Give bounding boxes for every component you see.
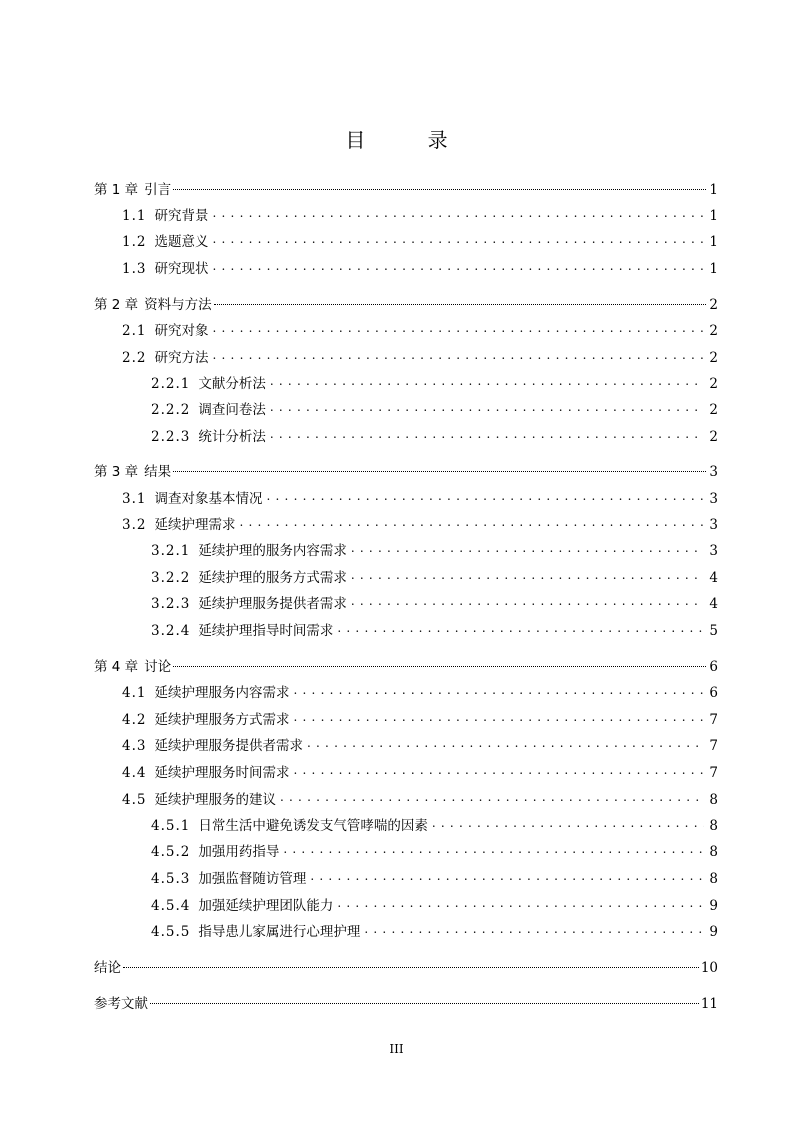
- toc-entry-label: 延续护理服务提供者需求: [154, 738, 303, 754]
- dot-leader: [337, 622, 704, 634]
- toc-subsection-entry[interactable]: [151, 895, 718, 917]
- toc-entry-label: 延续护理的服务方式需求: [198, 570, 347, 586]
- toc-entry-number: 4.5.1: [151, 818, 191, 834]
- toc-entry-page: 2: [709, 376, 718, 392]
- toc-section-entry[interactable]: [122, 231, 718, 253]
- toc-subsection-entry[interactable]: [151, 815, 718, 837]
- toc-entry-page: 4: [709, 596, 718, 612]
- dot-leader: [239, 516, 704, 528]
- dot-leader: [214, 304, 706, 305]
- toc-entry-label: 日常生活中避免诱发支气管哮喘的因素: [198, 818, 428, 834]
- dot-leader: [173, 666, 706, 667]
- toc-section-entry[interactable]: [122, 682, 718, 704]
- toc-chapter-entry[interactable]: [94, 294, 718, 316]
- toc-entry-label: 引言: [144, 182, 172, 198]
- toc-entry-page: 9: [709, 898, 718, 914]
- dot-leader: [293, 764, 704, 776]
- toc-entry-page: 5: [709, 623, 718, 639]
- toc-subsection-entry[interactable]: [151, 620, 718, 642]
- dot-leader: [351, 595, 704, 607]
- dot-leader: [123, 967, 699, 968]
- toc-section-entry[interactable]: [122, 258, 718, 280]
- toc-subsection-entry[interactable]: [151, 868, 718, 890]
- toc-entry-label: 讨论: [144, 659, 172, 675]
- toc-entry-page: 7: [709, 712, 718, 728]
- dot-leader: [212, 322, 704, 334]
- toc-section-entry[interactable]: [122, 488, 718, 510]
- toc-entry-label: 研究现状: [154, 261, 209, 277]
- toc-entry-label: 参考文献: [94, 996, 148, 1012]
- toc-entry-number: 4.3: [122, 738, 147, 754]
- dot-leader: [266, 490, 704, 502]
- toc-section-entry[interactable]: [122, 789, 718, 811]
- toc-entry-number: 4.2: [122, 712, 147, 728]
- dot-leader: [337, 897, 704, 909]
- toc-entry-page: 1: [709, 182, 718, 198]
- toc-entry-page: 2: [709, 297, 718, 313]
- toc-entry-label: 延续护理服务内容需求: [154, 685, 290, 701]
- toc-entry-page: 6: [709, 659, 718, 675]
- toc-entry-label: 调查问卷法: [198, 402, 266, 418]
- toc-entry-number: 3.1: [122, 491, 147, 507]
- toc-entry-number: 3.2.1: [151, 543, 191, 559]
- toc-section-entry[interactable]: [122, 347, 718, 369]
- dot-leader: [364, 923, 704, 935]
- toc-entry-number: 第 1 章: [94, 182, 139, 198]
- toc-entry-label: 延续护理服务时间需求: [154, 765, 290, 781]
- toc-entry-label: 延续护理的服务内容需求: [198, 543, 347, 559]
- toc-entry-page: 3: [709, 491, 718, 507]
- toc-entry-number: 2.2.1: [151, 376, 191, 392]
- page-number-footer: III: [389, 1042, 404, 1056]
- dot-leader: [173, 471, 706, 472]
- toc-entry-page: 3: [709, 517, 718, 533]
- toc-entry-label: 研究背景: [154, 208, 209, 224]
- dot-leader: [212, 260, 704, 272]
- toc-entry-label: 加强延续护理团队能力: [198, 898, 334, 914]
- toc-entry-page: 2: [709, 402, 718, 418]
- dot-leader: [270, 428, 704, 440]
- toc-entry-number: 2.2.3: [151, 429, 191, 445]
- toc-entry-number: 4.5.3: [151, 871, 191, 887]
- toc-entry-label: 结论: [94, 960, 121, 976]
- toc-entry-page: 7: [709, 765, 718, 781]
- toc-entry-page: 2: [709, 323, 718, 339]
- toc-entry-page: 1: [709, 234, 718, 250]
- toc-chapter-entry[interactable]: [94, 957, 718, 979]
- toc-entry-label: 延续护理服务的建议: [154, 792, 276, 808]
- toc-subsection-entry[interactable]: [151, 373, 718, 395]
- dot-leader: [270, 375, 704, 387]
- dot-leader: [432, 817, 704, 829]
- toc-entry-number: 4.5: [122, 792, 147, 808]
- toc-chapter-entry[interactable]: [94, 993, 718, 1015]
- toc-entry-page: 8: [709, 818, 718, 834]
- toc-chapter-entry[interactable]: [94, 179, 718, 201]
- toc-entry-label: 研究对象: [154, 323, 209, 339]
- toc-entry-label: 加强用药指导: [198, 844, 280, 860]
- toc-entry-number: 4.1: [122, 685, 147, 701]
- toc-section-entry[interactable]: [122, 709, 718, 731]
- toc-entry-page: 7: [709, 738, 718, 754]
- toc-entry-number: 4.5.5: [151, 924, 191, 940]
- toc-entry-number: 第 4 章: [94, 659, 139, 675]
- toc-entry-label: 调查对象基本情况: [154, 491, 263, 507]
- toc-entry-label: 加强监督随访管理: [198, 871, 307, 887]
- toc-section-entry[interactable]: [122, 735, 718, 757]
- dot-leader: [351, 542, 704, 554]
- page-title: 目 录: [345, 128, 476, 152]
- toc-entry-number: 3.2: [122, 517, 147, 533]
- toc-entry-number: 3.2.2: [151, 570, 191, 586]
- toc-entry-number: 2.2.2: [151, 402, 191, 418]
- toc-entry-page: 1: [709, 208, 718, 224]
- toc-subsection-entry[interactable]: [151, 540, 718, 562]
- toc-entry-label: 延续护理需求: [154, 517, 236, 533]
- toc-entry-label: 研究方法: [154, 350, 209, 366]
- toc-entry-number: 3.2.4: [151, 623, 191, 639]
- dot-leader: [280, 791, 704, 803]
- toc-entry-label: 资料与方法: [144, 297, 212, 313]
- toc-entry-label: 延续护理服务方式需求: [154, 712, 290, 728]
- dot-leader: [307, 737, 704, 749]
- toc-entry-label: 选题意义: [154, 234, 209, 250]
- toc-entry-number: 4.5.4: [151, 898, 191, 914]
- toc-subsection-entry[interactable]: [151, 593, 718, 615]
- toc-entry-page: 11: [700, 996, 718, 1012]
- toc-section-entry[interactable]: [122, 205, 718, 227]
- toc-subsection-entry[interactable]: [151, 921, 718, 943]
- toc-section-entry[interactable]: [122, 762, 718, 784]
- toc-section-entry[interactable]: [122, 514, 718, 536]
- toc-entry-number: 第 2 章: [94, 297, 139, 313]
- dot-leader: [293, 684, 704, 696]
- toc-entry-label: 文献分析法: [198, 376, 266, 392]
- toc-entry-label: 统计分析法: [198, 429, 266, 445]
- dot-leader: [212, 233, 704, 245]
- dot-leader: [212, 207, 704, 219]
- toc-subsection-entry[interactable]: [151, 841, 718, 863]
- toc-entry-label: 延续护理指导时间需求: [198, 623, 334, 639]
- toc-entry-page: 4: [709, 570, 718, 586]
- toc-entry-label: 结果: [144, 464, 172, 480]
- toc-entry-page: 1: [709, 261, 718, 277]
- dot-leader: [293, 711, 704, 723]
- toc-entry-number: 3.2.3: [151, 596, 191, 612]
- toc-subsection-entry[interactable]: [151, 567, 718, 589]
- toc-entry-number: 1.2: [122, 234, 147, 250]
- toc-entry-number: 2.1: [122, 323, 147, 339]
- toc-subsection-entry[interactable]: [151, 399, 718, 421]
- dot-leader: [173, 189, 706, 190]
- toc-entry-number: 1.3: [122, 261, 147, 277]
- toc-entry-page: 3: [709, 543, 718, 559]
- toc-entry-number: 4.5.2: [151, 844, 191, 860]
- toc-entry-number: 第 3 章: [94, 464, 139, 480]
- toc-section-entry[interactable]: [122, 320, 718, 342]
- toc-entry-number: 1.1: [122, 208, 147, 224]
- dot-leader: [150, 1003, 699, 1004]
- toc-entry-number: 4.4: [122, 765, 147, 781]
- toc-entry-number: 2.2: [122, 350, 147, 366]
- toc-entry-label: 延续护理服务提供者需求: [198, 596, 347, 612]
- dot-leader: [283, 843, 704, 855]
- toc-entry-page: 2: [709, 350, 718, 366]
- toc-entry-page: 2: [709, 429, 718, 445]
- toc-entry-page: 10: [700, 960, 718, 976]
- dot-leader: [270, 401, 704, 413]
- dot-leader: [212, 349, 704, 361]
- dot-leader: [351, 569, 704, 581]
- dot-leader: [310, 870, 704, 882]
- toc-entry-page: 8: [709, 792, 718, 808]
- toc-chapter-entry[interactable]: [94, 461, 718, 483]
- toc-entry-page: 9: [709, 924, 718, 940]
- toc-entry-page: 8: [709, 844, 718, 860]
- toc-chapter-entry[interactable]: [94, 656, 718, 678]
- toc-entry-label: 指导患儿家属进行心理护理: [198, 924, 361, 940]
- toc-entry-page: 3: [709, 464, 718, 480]
- toc-entry-page: 8: [709, 871, 718, 887]
- toc-subsection-entry[interactable]: [151, 426, 718, 448]
- toc-entry-page: 6: [709, 685, 718, 701]
